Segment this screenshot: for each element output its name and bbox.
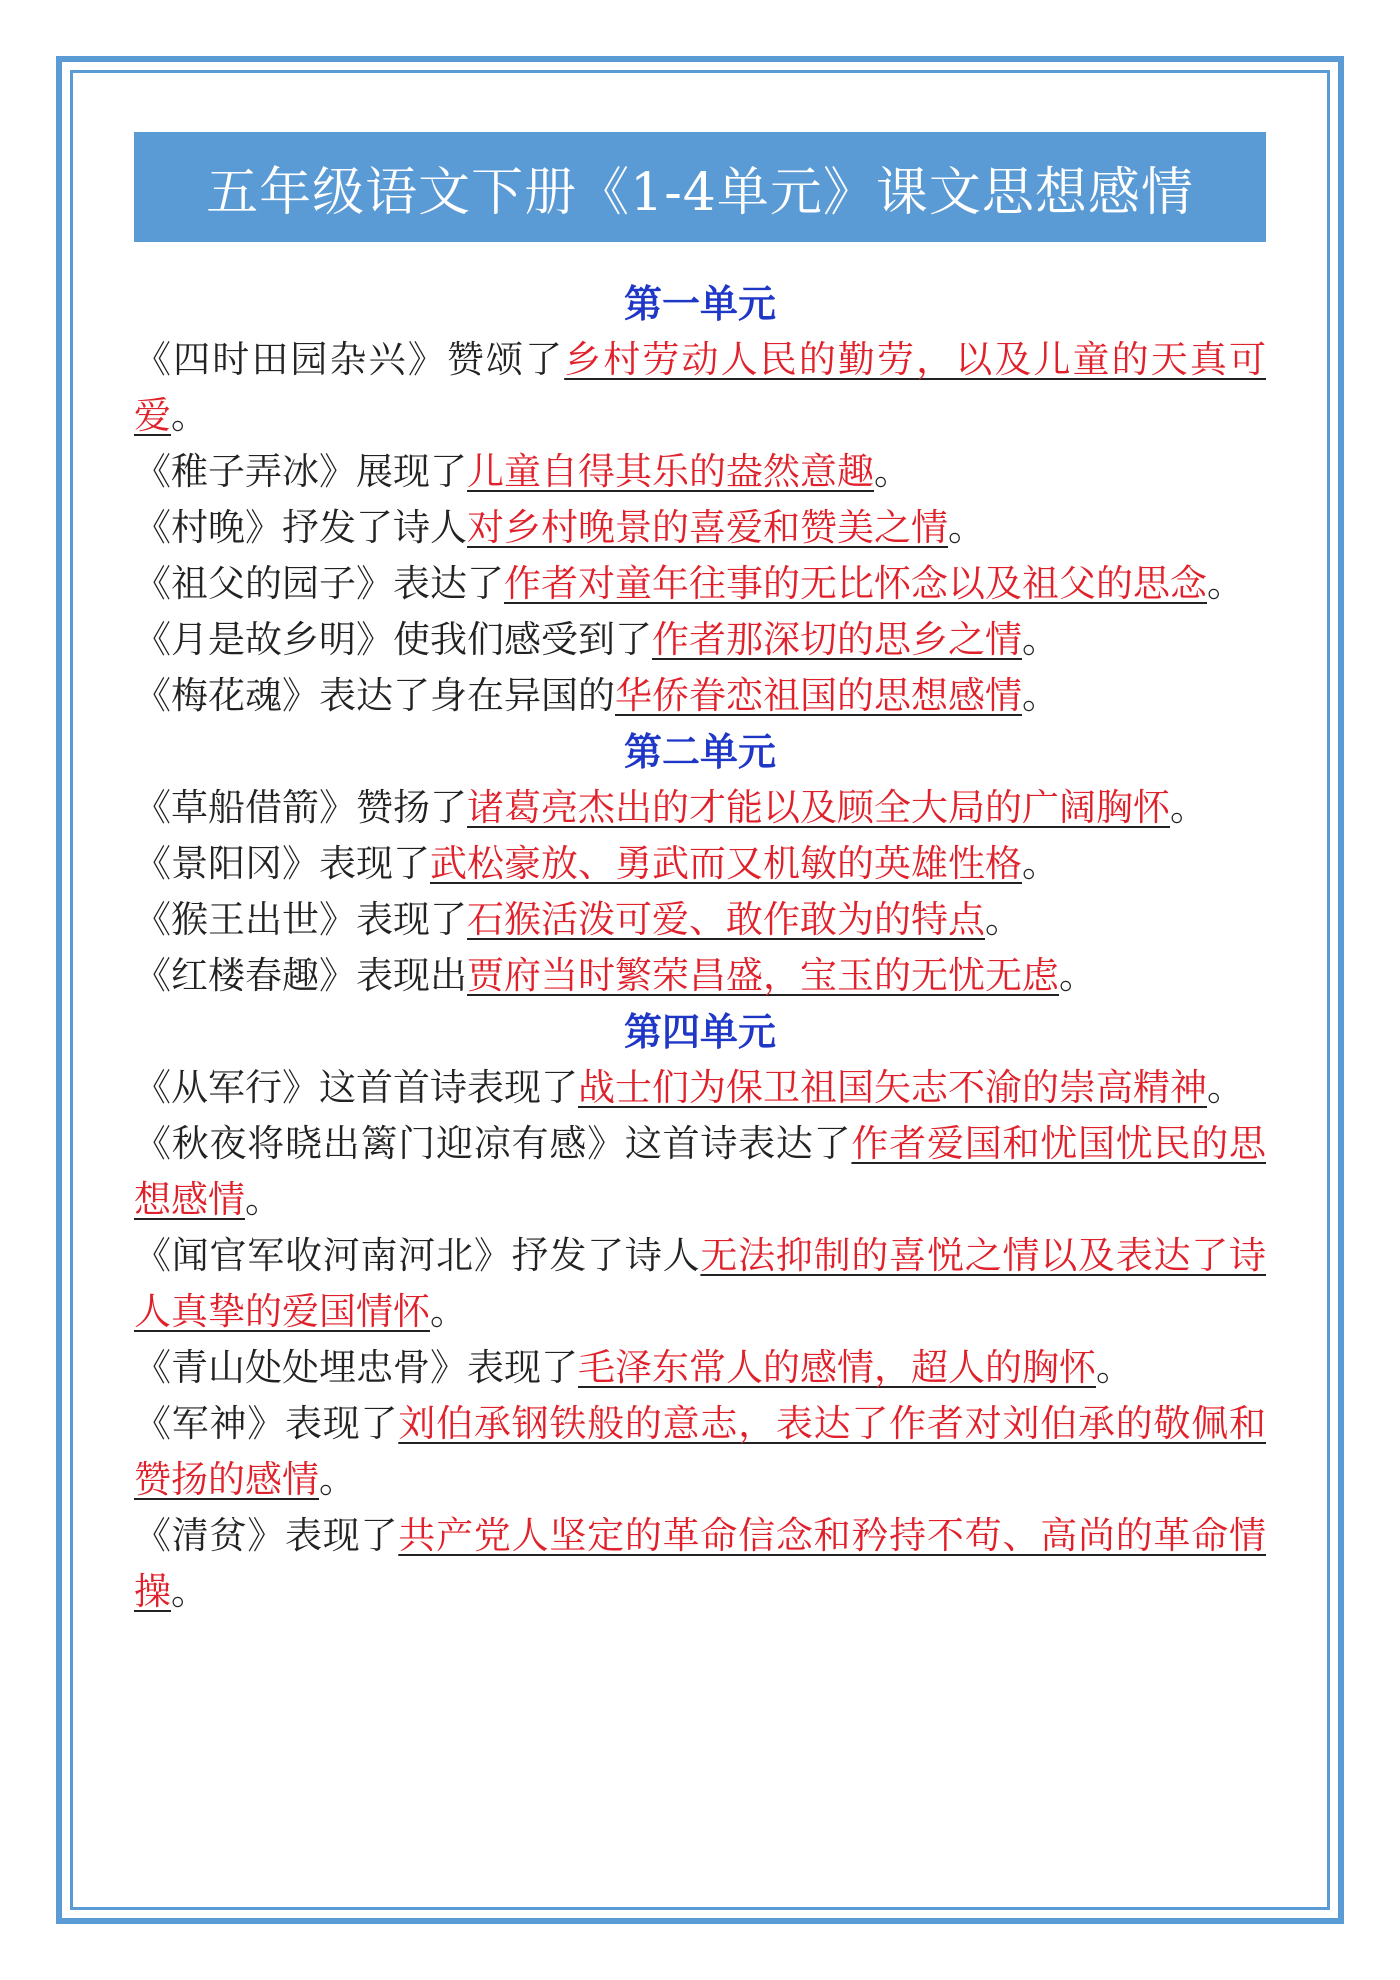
key-sentiment: 作者爱国和忧国忧民的思想感情 (134, 1122, 1267, 1221)
unit-heading: 第一单元 (623, 282, 776, 326)
key-sentiment: 无法抑制的喜悦之情以及表达了诗人真挚的爱国情怀 (134, 1234, 1267, 1333)
key-sentiment: 武松豪放、勇武而又机敏的英雄性格 (430, 842, 1022, 885)
lesson-entry: 《从军行》这首首诗表现了战士们为保卫祖国矢志不渝的崇高精神。 (134, 1066, 1244, 1109)
lesson-entry: 《军神》表现了刘伯承钢铁般的意志，表达了作者对刘伯承的敬佩和赞扬的感情。 (134, 1402, 1267, 1501)
lesson-entry: 《景阳冈》表现了武松豪放、勇武而又机敏的英雄性格。 (134, 842, 1059, 885)
key-sentiment: 战士们为保卫祖国矢志不渝的崇高精神 (578, 1066, 1207, 1109)
key-sentiment: 贾府当时繁荣昌盛，宝玉的无忧无虑 (467, 954, 1059, 997)
lesson-entry: 《稚子弄冰》展现了儿童自得其乐的盎然意趣。 (134, 450, 911, 493)
document-body (134, 276, 1266, 1620)
key-sentiment: 作者那深切的思乡之情 (652, 618, 1022, 661)
lesson-entry: 《清贫》表现了共产党人坚定的革命信念和矜持不苟、高尚的革命情操。 (134, 1514, 1267, 1613)
lesson-entry: 《草船借箭》赞扬了诸葛亮杰出的才能以及顾全大局的广阔胸怀。 (134, 786, 1207, 829)
lesson-entry: 《梅花魂》表达了身在异国的华侨眷恋祖国的思想感情。 (134, 674, 1059, 717)
key-sentiment: 华侨眷恋祖国的思想感情 (615, 674, 1022, 717)
key-sentiment: 作者对童年往事的无比怀念以及祖父的思念 (504, 562, 1207, 605)
key-sentiment: 石猴活泼可爱、敢作敢为的特点 (467, 898, 985, 941)
lesson-entry: 《四时田园杂兴》赞颂了乡村劳动人民的勤劳，以及儿童的天真可爱。 (134, 338, 1267, 437)
key-sentiment: 毛泽东常人的感情，超人的胸怀 (578, 1346, 1096, 1389)
key-sentiment: 诸葛亮杰出的才能以及顾全大局的广阔胸怀 (467, 786, 1170, 829)
unit-heading: 第二单元 (623, 730, 776, 774)
lesson-entry: 《月是故乡明》使我们感受到了作者那深切的思乡之情。 (134, 618, 1059, 661)
key-sentiment: 对乡村晚景的喜爱和赞美之情 (467, 506, 948, 549)
lesson-entry: 《青山处处埋忠骨》表现了毛泽东常人的感情，超人的胸怀。 (134, 1346, 1133, 1389)
key-sentiment: 乡村劳动人民的勤劳，以及儿童的天真可爱 (134, 338, 1267, 437)
lesson-entry: 《红楼春趣》表现出贾府当时繁荣昌盛，宝玉的无忧无虑。 (134, 954, 1096, 997)
key-sentiment: 刘伯承钢铁般的意志，表达了作者对刘伯承的敬佩和赞扬的感情 (134, 1402, 1267, 1501)
key-sentiment: 儿童自得其乐的盎然意趣 (467, 450, 874, 493)
unit-heading: 第四单元 (623, 1010, 776, 1054)
lesson-entry: 《祖父的园子》表达了作者对童年往事的无比怀念以及祖父的思念。 (134, 562, 1244, 605)
lesson-entry: 《猴王出世》表现了石猴活泼可爱、敢作敢为的特点。 (134, 898, 1022, 941)
page-title: 五年级语文下册《1-4单元》课文思想感情 (134, 132, 1266, 242)
lesson-entry: 《秋夜将晓出篱门迎凉有感》这首诗表达了作者爱国和忧国忧民的思想感情。 (134, 1122, 1267, 1221)
lesson-entry: 《村晚》抒发了诗人对乡村晚景的喜爱和赞美之情。 (134, 506, 985, 549)
key-sentiment: 共产党人坚定的革命信念和矜持不苟、高尚的革命情操 (134, 1514, 1267, 1613)
lesson-entry: 《闻官军收河南河北》抒发了诗人无法抑制的喜悦之情以及表达了诗人真挚的爱国情怀。 (134, 1234, 1267, 1333)
